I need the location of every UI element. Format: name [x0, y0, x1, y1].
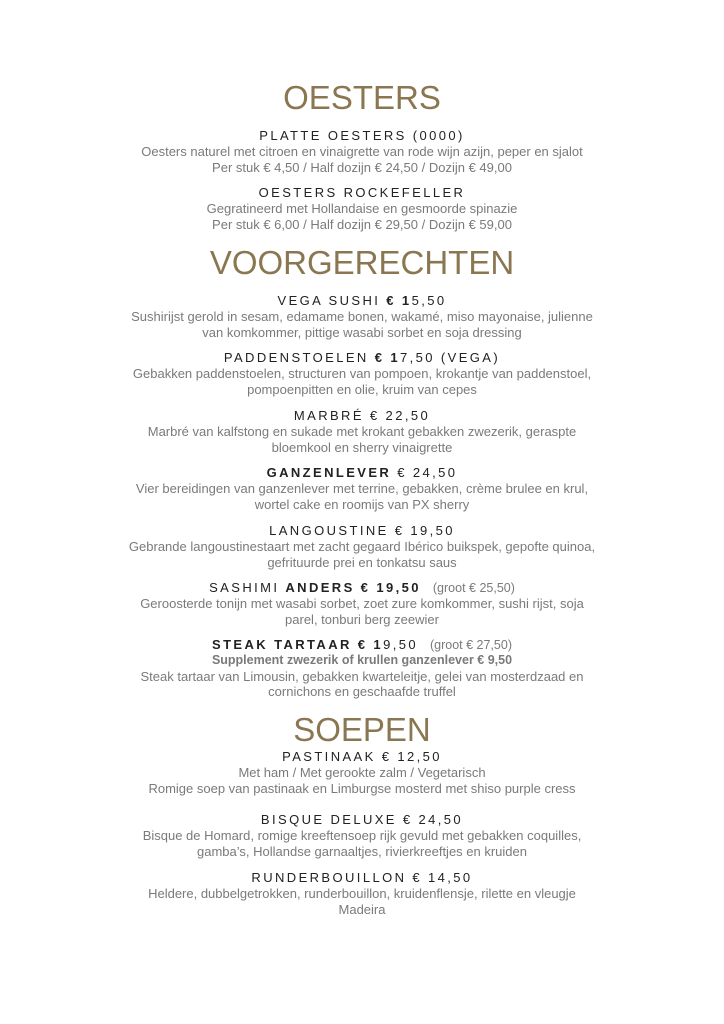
dish-description: Bisque de Homard, romige kreeftensoep rijk gevuld met gebakken coquilles,	[142, 828, 582, 843]
dish-description: Steak tartaar van Limousin, gebakken kwarteleitje, gelei van mosterdzaad en	[140, 668, 584, 684]
dish-title-part: SASHIMI	[209, 580, 286, 595]
dish-langoustine	[0, 523, 724, 570]
dish-steak-tartaar	[0, 637, 724, 700]
dish-title-part: PADDENSTOELEN	[223, 350, 375, 365]
dish-title-name-bold: GANZENLEVER	[266, 465, 392, 480]
dish-description: wortel cake en roomijs van PX sherry	[254, 496, 470, 512]
dish-prices: Per stuk € 4,50 / Half dozijn € 24,50 / Dozijn € 49,00	[212, 159, 512, 175]
dish-title-price: 9,50	[383, 637, 418, 652]
dish-large-price: (groot € 25,50)	[432, 581, 515, 595]
dish-description: parel, tonburi berg zeewier	[285, 611, 439, 627]
dish-description: pompoenpitten en olie, kruim van cepes	[247, 381, 477, 397]
dish-title	[0, 580, 724, 596]
dish-description: Gegratineerd met Hollandaise en gesmoorde spinazie	[206, 201, 518, 216]
dish-description: Geroosterde tonijn met wasabi sorbet, zoet zure komkommer, sushi rijst, soja	[140, 596, 584, 611]
section-voorgerechten	[0, 244, 724, 282]
dish-title-price-bold: € 1	[386, 293, 412, 308]
dish-description: gamba’s, Hollandse garnaaltjes, rivierkreeftjes en kruiden	[197, 843, 527, 859]
dish-description: Oesters naturel met citroen en vinaigrette van rode wijn azijn, peper en sjalot	[141, 144, 583, 159]
dish-title-part: VEGA SUSHI	[277, 293, 387, 308]
section-title-oesters: OESTERS	[283, 79, 441, 116]
dish-title-name-bold: STEAK TARTAAR € 1	[212, 637, 384, 652]
dish-description: Marbré van kalfstong en sukade met krokant gebakken zwezerik, geraspte	[147, 424, 577, 439]
dish-platte-oesters	[0, 128, 724, 175]
dish-title: LANGOUSTINE € 19,50	[269, 523, 455, 538]
dish-title: MARBRÉ € 22,50	[293, 408, 431, 423]
dish-sashimi	[0, 580, 724, 627]
dish-description: Romige soep van pastinaak en Limburgse mosterd met shiso purple cress	[148, 780, 576, 796]
dish-title-price: 7,50 (VEGA)	[400, 350, 501, 365]
dish-description: gefrituurde prei en tonkatsu saus	[267, 554, 457, 570]
dish-title	[0, 293, 724, 309]
dish-vega-sushi	[0, 293, 724, 340]
dish-title-price-bold: € 1	[374, 350, 401, 365]
dish-bisque-deluxe	[0, 812, 724, 859]
dish-title	[0, 637, 724, 653]
dish-description: Heldere, dubbelgetrokken, runderbouillon, kruidenflensje, rilette en vleugje	[148, 886, 576, 901]
dish-description: cornichons en geschaafde truffel	[268, 684, 456, 699]
dish-title: RUNDERBOUILLON € 14,50	[251, 870, 473, 885]
dish-description: bloemkool en sherry vinaigrette	[271, 439, 453, 455]
dish-ganzenlever	[0, 465, 724, 512]
dish-runderbouillon	[0, 870, 724, 917]
dish-title-price-bold: ANDERS € 19,50	[285, 580, 421, 595]
section-oesters	[0, 79, 724, 117]
dish-description: Gebrande langoustinestaart met zacht gegaard Ibérico buikspek, gepofte quinoa,	[128, 539, 596, 554]
dish-description: Madeira	[338, 901, 386, 917]
dish-description: van komkommer, pittige wasabi sorbet en soja dressing	[202, 324, 522, 340]
section-title-voorgerechten: VOORGERECHTEN	[209, 244, 515, 281]
dish-title	[0, 465, 724, 481]
dish-title	[0, 350, 724, 366]
dish-paddenstoelen	[0, 350, 724, 397]
dish-title-price: € 24,50	[391, 465, 458, 480]
section-title-soepen: SOEPEN	[293, 711, 431, 748]
dish-options: Met ham / Met gerookte zalm / Vegetarisch	[238, 765, 486, 780]
dish-oesters-rockefeller	[0, 185, 724, 232]
dish-title: PLATTE OESTERS (0000)	[259, 128, 465, 143]
dish-title: OESTERS ROCKEFELLER	[258, 185, 466, 200]
dish-supplement: Supplement zwezerik of krullen ganzenlever € 9,50	[211, 653, 513, 667]
dish-title-price: 5,50	[411, 293, 447, 308]
dish-title: BISQUE DELUXE € 24,50	[260, 812, 464, 827]
dish-marbre	[0, 408, 724, 455]
dish-description: Vier bereidingen van ganzenlever met terrine, gebakken, crème brulee en krul,	[135, 481, 589, 496]
section-soepen	[0, 711, 724, 749]
dish-large-price: (groot € 27,50)	[430, 638, 512, 652]
dish-prices: Per stuk € 6,00 / Half dozijn € 29,50 / Dozijn € 59,00	[212, 216, 512, 232]
dish-title: PASTINAAK € 12,50	[282, 749, 442, 764]
dish-description: Sushirijst gerold in sesam, edamame bonen, wakamé, miso mayonaise, julienne	[131, 309, 593, 324]
dish-pastinaak	[0, 749, 724, 796]
dish-description: Gebakken paddenstoelen, structuren van pompoen, krokantje van paddenstoel,	[132, 366, 592, 381]
